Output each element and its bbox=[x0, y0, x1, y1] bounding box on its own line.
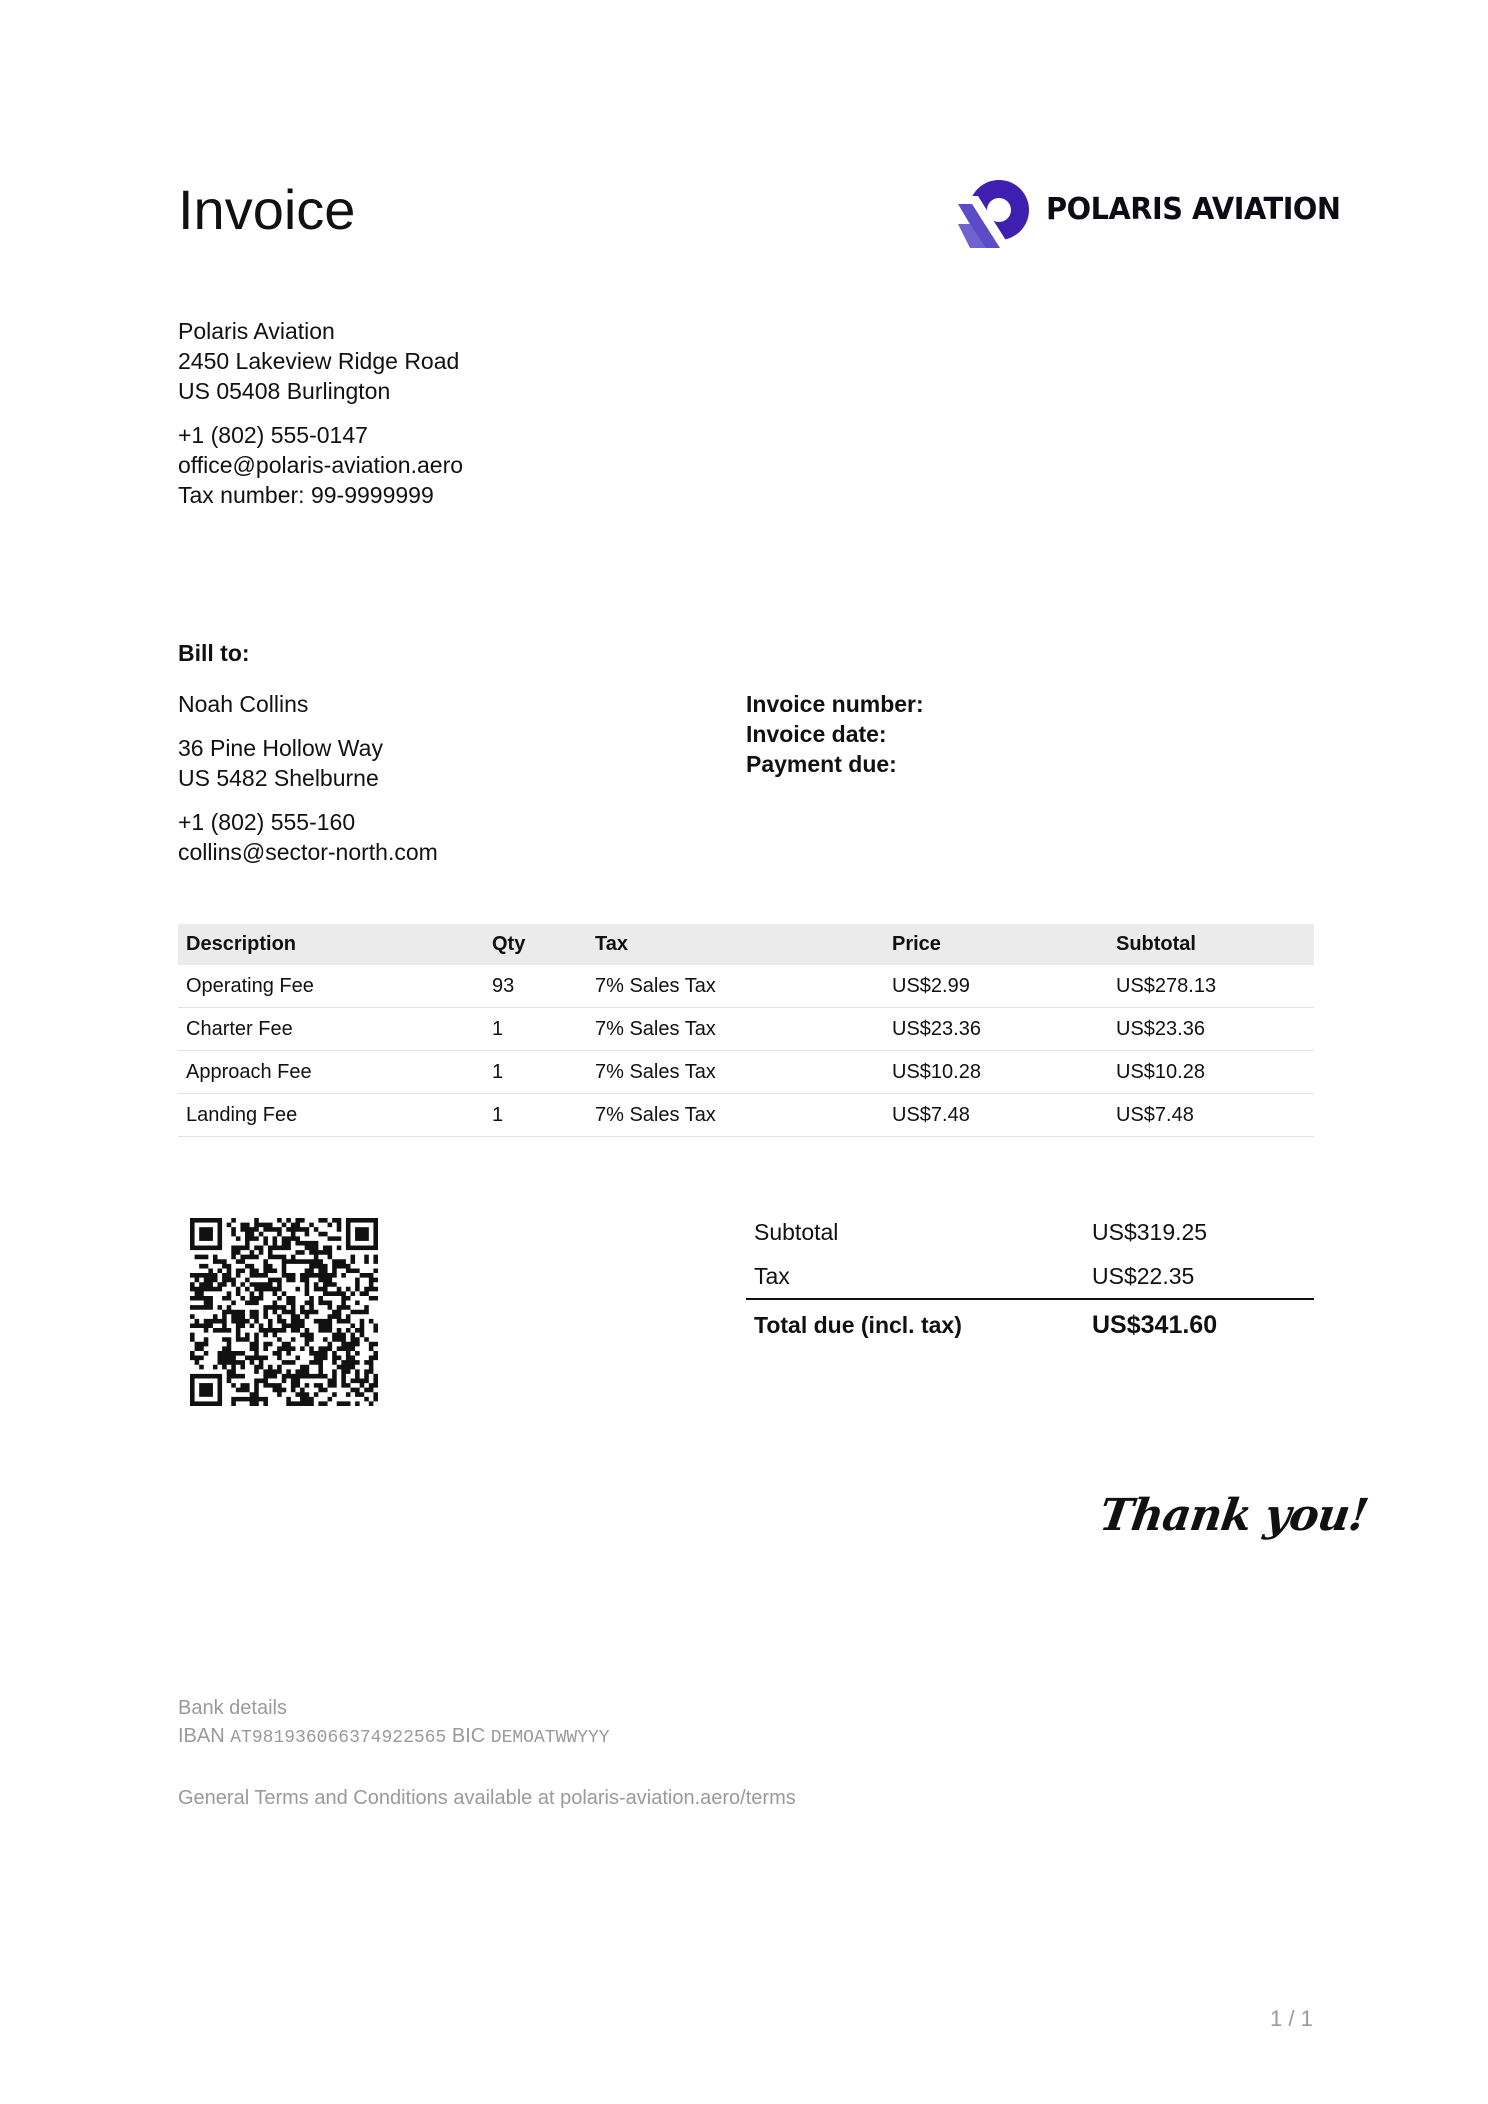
table-row bbox=[178, 1051, 1314, 1094]
total-value: US$341.60 bbox=[1092, 1310, 1218, 1339]
table-header-row bbox=[178, 924, 1314, 965]
cell-subtotal: US$10.28 bbox=[1108, 1051, 1314, 1094]
column-header-qty: Qty bbox=[484, 924, 587, 965]
cell-description: Approach Fee bbox=[178, 1051, 484, 1094]
invoice-meta bbox=[746, 689, 924, 779]
column-header-description: Description bbox=[178, 924, 484, 965]
tax-row bbox=[746, 1254, 1314, 1299]
cell-qty: 1 bbox=[484, 1051, 587, 1094]
iban-label: IBAN bbox=[178, 1725, 225, 1747]
bank-iban-bic-line bbox=[178, 1722, 610, 1752]
seller-contact bbox=[178, 420, 463, 510]
table-row bbox=[178, 1094, 1314, 1137]
bic-label: BIC bbox=[451, 1725, 486, 1747]
polaris-aviation-logo-icon bbox=[958, 176, 1032, 250]
table-row bbox=[178, 965, 1314, 1008]
customer-phone: +1 (802) 555-160 bbox=[178, 809, 356, 835]
column-header-subtotal: Subtotal bbox=[1108, 924, 1314, 965]
subtotal-row bbox=[746, 1210, 1314, 1254]
payment-due-label: Payment due: bbox=[746, 751, 897, 777]
seller-city: US 05408 Burlington bbox=[178, 378, 391, 404]
cell-price: US$7.48 bbox=[884, 1094, 1108, 1137]
invoice-number-label: Invoice number: bbox=[746, 691, 924, 717]
customer-name bbox=[178, 689, 308, 719]
cell-price: US$10.28 bbox=[884, 1051, 1108, 1094]
customer-street: 36 Pine Hollow Way bbox=[178, 735, 383, 761]
total-row bbox=[746, 1299, 1314, 1350]
cell-description: Landing Fee bbox=[178, 1094, 484, 1137]
logo-wordmark: POLARIS AVIATION bbox=[1046, 192, 1341, 227]
bank-details-heading: Bank details bbox=[178, 1697, 287, 1719]
cell-qty: 1 bbox=[484, 1094, 587, 1137]
seller-phone: +1 (802) 555-0147 bbox=[178, 422, 368, 448]
terms-note: General Terms and Conditions available at polaris-aviation.aero/terms bbox=[178, 1787, 796, 1809]
invoice-date-label: Invoice date: bbox=[746, 721, 887, 747]
column-header-price: Price bbox=[884, 924, 1108, 965]
cell-subtotal: US$23.36 bbox=[1108, 1008, 1314, 1051]
seller-name: Polaris Aviation bbox=[178, 318, 335, 344]
subtotal-value: US$319.25 bbox=[1092, 1218, 1208, 1245]
payment-qr-code bbox=[190, 1218, 378, 1406]
cell-description: Operating Fee bbox=[178, 965, 484, 1008]
page-number: 1 / 1 bbox=[1270, 2006, 1313, 2031]
cell-description: Charter Fee bbox=[178, 1008, 484, 1051]
cell-qty: 1 bbox=[484, 1008, 587, 1051]
column-header-tax: Tax bbox=[587, 924, 884, 965]
cell-qty: 93 bbox=[484, 965, 587, 1008]
cell-price: US$2.99 bbox=[884, 965, 1108, 1008]
cell-subtotal: US$278.13 bbox=[1108, 965, 1314, 1008]
company-logo bbox=[958, 176, 1341, 250]
seller-email: office@polaris-aviation.aero bbox=[178, 452, 464, 478]
cell-tax: 7% Sales Tax bbox=[587, 1051, 884, 1094]
customer-city: US 5482 Shelburne bbox=[178, 765, 379, 791]
customer-email: collins@sector-north.com bbox=[178, 839, 438, 865]
cell-tax: 7% Sales Tax bbox=[587, 1094, 884, 1137]
customer-contact bbox=[178, 807, 438, 867]
total-label: Total due (incl. tax) bbox=[754, 1311, 962, 1338]
bic-value: DEMOATWWYYY bbox=[490, 1728, 610, 1748]
tax-label: Tax bbox=[746, 1254, 1084, 1299]
thank-you-note: Thank you! bbox=[1096, 1490, 1371, 1541]
page-title: Invoice bbox=[178, 178, 356, 241]
seller-tax-number: Tax number: 99-9999999 bbox=[178, 482, 434, 508]
subtotal-label: Subtotal bbox=[754, 1218, 839, 1245]
qr-code-graphic bbox=[190, 1218, 378, 1406]
bank-details bbox=[178, 1694, 610, 1752]
table-row bbox=[178, 1008, 1314, 1051]
bill-to-label: Bill to: bbox=[178, 640, 250, 666]
totals-table bbox=[746, 1210, 1314, 1350]
line-items-table bbox=[178, 924, 1314, 1137]
seller-street: 2450 Lakeview Ridge Road bbox=[178, 348, 460, 374]
customer-name-text: Noah Collins bbox=[178, 691, 309, 717]
iban-value: AT981936066374922565 bbox=[230, 1728, 447, 1748]
customer-address bbox=[178, 733, 383, 793]
tax-value: US$22.35 bbox=[1084, 1254, 1314, 1299]
seller-address bbox=[178, 316, 459, 406]
cell-price: US$23.36 bbox=[884, 1008, 1108, 1051]
cell-subtotal: US$7.48 bbox=[1108, 1094, 1314, 1137]
cell-tax: 7% Sales Tax bbox=[587, 1008, 884, 1051]
cell-tax: 7% Sales Tax bbox=[587, 965, 884, 1008]
